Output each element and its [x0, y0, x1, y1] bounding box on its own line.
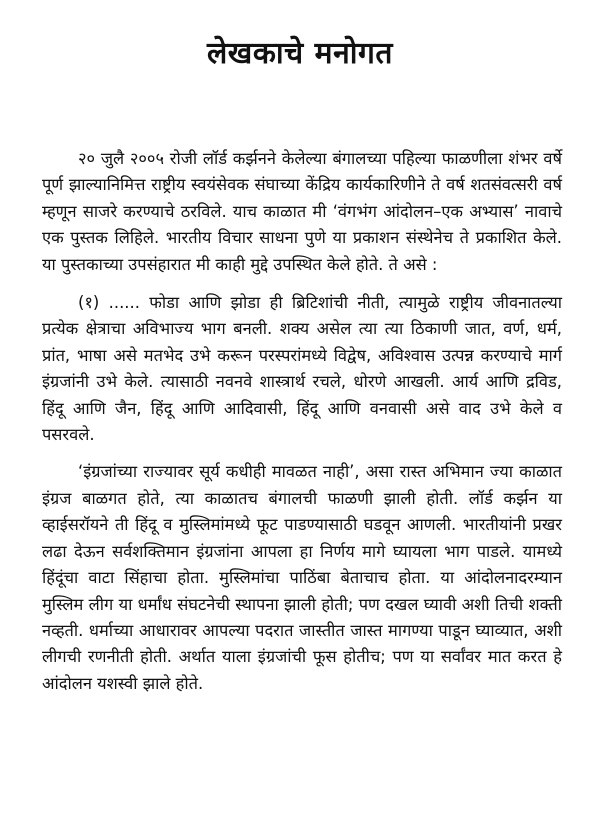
page-title: लेखकाचे मनोगत — [206, 36, 394, 71]
paragraph-2: (१) ...... फोडा आणि झोडा ही ब्रिटिशांची नीती, त्यामुळे राष्ट्रीय जीवनातल्या प्रत्येक क्षेत्राचा अविभाज्य भाग बनली. शक्य असेल त्या त्या ठिकाणी जात, वर्ण, धर्म, प्रांत, भाषा असे मतभेद उभे करून परस्परांमध्ये विद्वेष, अविश्वास उत्पन्न करण्याचे मार्ग इंग्रजांनी उभे केले. त्यासाठी नवनवे शास्त्रार्थ रचले, धोरणे आखली. आर्य आणि द्रविड, हिंदू आणि जैन, हिंदू आणि आदिवासी, हिंदू आणि वनवासी असे वाद उभे केले व पसरवले. — [42, 293, 562, 445]
paragraph-3: ‘इंग्रजांच्या राज्यावर सूर्य कधीही मावळत नाही’, असा रास्त अभिमान ज्या काळात इंग्रज बाळगत होते, त्या काळातच बंगालची फाळणी झाली होती. लॉर्ड कर्झन या व्हाईसरॉयने ती हिंदू व मुस्लिमांमध्ये फूट पाडण्यासाठी घडवून आणली. भारतीयांनी प्रखर लढा देऊन सर्वशक्तिमान इंग्रजांना आपला हा निर्णय मागे घ्यायला भाग पाडले. यामध्ये हिंदूंचा वाटा सिंहाचा होता. मुस्लिमांचा पाठिंबा बेताचाच होता. या आंदोलनादरम्यान मुस्लिम लीग या धर्मांध संघटनेची स्थापना झाली होती; पण दखल घ्यावी अशी तिची शक्ती नव्हती. धर्माच्या आधारावर आपल्या पदरात जास्तीत जास्त मागण्या पाडून घ्याव्यात, अशी लीगची रणनीती होती. अर्थात याला इंग्रजांची फूस होतीच; पण या सर्वांवर मात करत हे आंदोलन यशस्वी झाले होते. — [42, 462, 562, 693]
body-text — [42, 146, 562, 697]
paragraph-1: २० जुलै २००५ रोजी लॉर्ड कर्झनने केलेल्या बंगालच्या पहिल्या फाळणीला शंभर वर्षे पूर्ण झाल्यानिमित्त राष्ट्रीय स्वयंसेवक संघाच्या केंद्रिय कार्यकारिणीने ते वर्ष शतसंवत्सरी वर्ष म्हणून साजरे करण्याचे ठरविले. याच काळात मी ‘वंगभंग आंदोलन–एक अभ्यास’ नावाचे एक पुस्तक लिहिले. भारतीय विचार साधना पुणे या प्रकाशन संस्थेनेच ते प्रकाशित केले. या पुस्तकाच्या उपसंहारात मी काही मुद्दे उपस्थित केले होते. ते असे : — [42, 149, 562, 274]
